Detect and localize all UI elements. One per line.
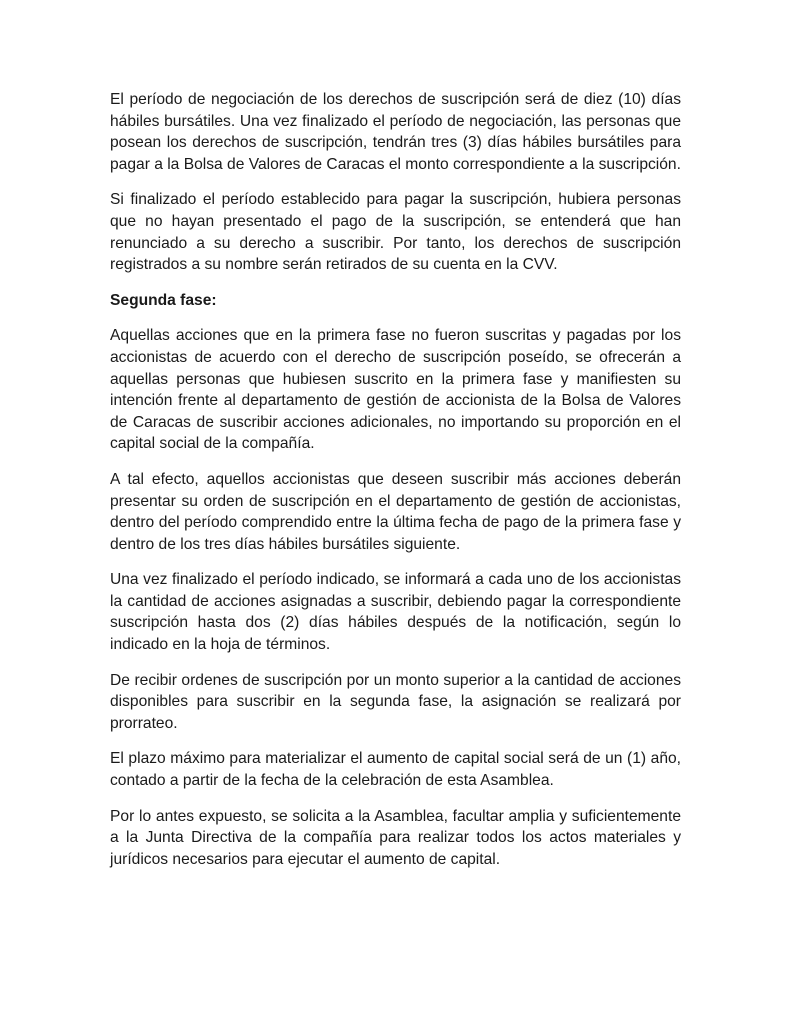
document-page <box>110 89 681 884</box>
paragraph-negotiation-period: El período de negociación de los derechos de suscripción será de diez (10) días hábiles bursátiles. Una vez finalizado el período de negociación, las personas que posean los derechos de suscripción, tendrán tres (3) días hábiles bursátiles para pagar a la Bolsa de Valores de Caracas el monto correspondiente a la suscripción. <box>110 91 681 173</box>
paragraph-unsubscribed-shares: Aquellas acciones que en la primera fase no fueron suscritas y pagadas por los accionistas de acuerdo con el derecho de suscripción poseído, se ofrecerán a aquellas personas que hubiesen suscrito en la primera fase y manifiesten su intención frente al departamento de gestión de accionista de la Bolsa de Valores de Caracas de suscribir acciones adicionales, no importando su proporción en el capital social de la compañía. <box>110 327 681 453</box>
section-heading-second-phase: Segunda fase: <box>110 291 217 309</box>
paragraph-allocation-notice: Una vez finalizado el período indicado, se informará a cada uno de los accionistas la cantidad de acciones asignadas a suscribir, debiendo pagar la correspondiente suscripción hasta dos (2) días hábiles después de la notificación, según lo indicado en la hoja de términos. <box>110 571 681 654</box>
paragraph-prorating: De recibir ordenes de suscripción por un monto superior a la cantidad de acciones disponibles para suscribir en la segunda fase, la asignación se realizará por prorrateo. <box>110 671 681 732</box>
paragraph-max-term: El plazo máximo para materializar el aumento de capital social será de un (1) año, contado a partir de la fecha de la celebración de esta Asamblea. <box>110 750 681 790</box>
paragraph-board-authorization: Por lo antes expuesto, se solicita a la Asamblea, facultar amplia y suficientemente a la Junta Directiva de la compañía para realizar todos los actos materiales y jurídicos necesarios para ejecutar el aumento de capital. <box>110 807 681 868</box>
paragraph-unpaid-subscription: Si finalizado el período establecido para pagar la suscripción, hubiera personas que no hayan presentado el pago de la suscripción, se entenderá que han renunciado a su derecho a suscribir. Por tanto, los derechos de suscripción registrados a su nombre serán retirados de su cuenta en la CVV. <box>110 191 681 274</box>
paragraph-additional-orders: A tal efecto, aquellos accionistas que deseen suscribir más acciones deberán presentar su orden de suscripción en el departamento de gestión de accionistas, dentro del período comprendido entre la última fecha de pago de la primera fase y dentro de los tres días hábiles bursátiles siguiente. <box>110 470 681 553</box>
